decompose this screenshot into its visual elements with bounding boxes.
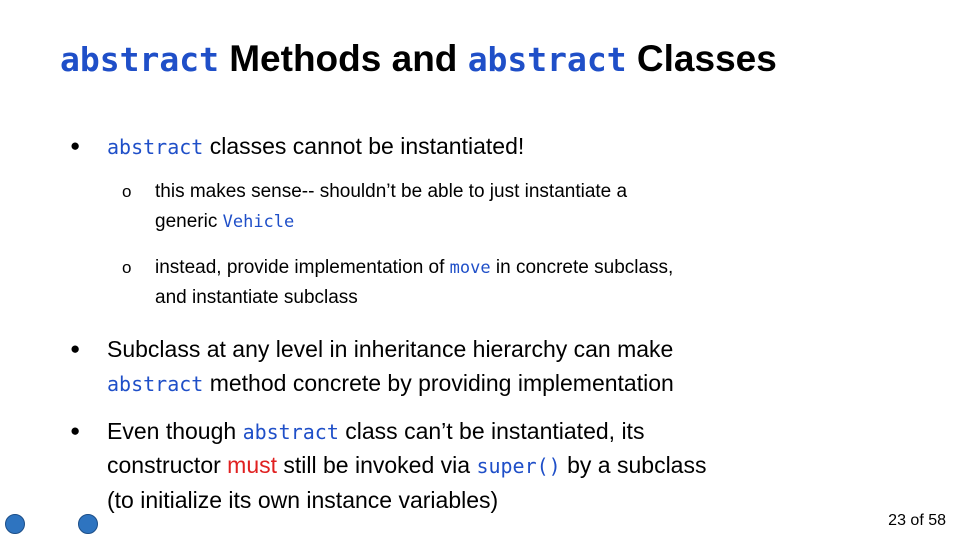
bullet-2-line-2 (107, 366, 674, 401)
sub-bullet-2-line-1-post: in concrete subclass, (490, 257, 674, 278)
bullet-2-line-1: Subclass at any level in inheritance hierarchy can make (107, 336, 674, 362)
title-keyword-1: abstract (60, 40, 219, 79)
slide-number-current: 23 (888, 512, 906, 529)
slide-title (60, 38, 777, 80)
code-vehicle: Vehicle (222, 212, 295, 232)
slide-number-of: of (905, 512, 929, 529)
bullet-marker: ● (70, 339, 81, 358)
bullet-3-line-2-post: by a subclass (560, 452, 707, 478)
bullet-3-line-3: (to initialize its own instance variables) (107, 487, 499, 513)
title-keyword-2: abstract (467, 40, 627, 79)
sub-bullet-2-line-2: and instantiate subclass (155, 287, 358, 308)
emphasis-must: must (227, 452, 277, 478)
bullet-3-line-1 (107, 414, 644, 449)
bullet-marker: ● (70, 136, 81, 155)
nav-next-dot-icon[interactable] (78, 514, 98, 534)
code-super: super() (476, 454, 561, 478)
slide-number (888, 512, 946, 530)
bullet-3-line-1-pre: Even though (107, 418, 243, 444)
code-abstract: abstract (107, 135, 204, 159)
sub-bullet-2-line-1 (155, 253, 673, 283)
bullet-2-line-2-rest: method concrete by providing implementation (203, 370, 674, 396)
sub-bullet-marker: o (122, 182, 132, 201)
bullet-3-line-2 (107, 448, 706, 483)
sub-bullet-marker: o (122, 258, 132, 277)
bullet-1-text (107, 129, 524, 164)
sub-bullet-1-line-2-text: generic (155, 211, 223, 232)
code-abstract: abstract (242, 420, 339, 444)
sub-bullet-2-line-1-pre: instead, provide implementation of (155, 257, 450, 278)
sub-bullet-1-line-1: this makes sense-- shouldn’t be able to just instantiate a (155, 181, 628, 202)
nav-prev-dot-icon[interactable] (5, 514, 25, 534)
code-move: move (449, 258, 491, 278)
bullet-3-line-2-pre: constructor (107, 452, 228, 478)
sub-bullet-1-line-2 (155, 207, 294, 237)
bullet-3-line-1-post: class can’t be instantiated, its (338, 418, 645, 444)
bullet-1-rest: classes cannot be instantiated! (203, 133, 525, 159)
bullet-3-line-2-mid: still be invoked via (277, 452, 477, 478)
code-abstract: abstract (107, 372, 204, 396)
slide-number-total: 58 (928, 512, 946, 529)
title-text-2: Classes (626, 38, 777, 79)
title-text-1: Methods and (218, 38, 468, 79)
bullet-marker: ● (70, 421, 81, 440)
